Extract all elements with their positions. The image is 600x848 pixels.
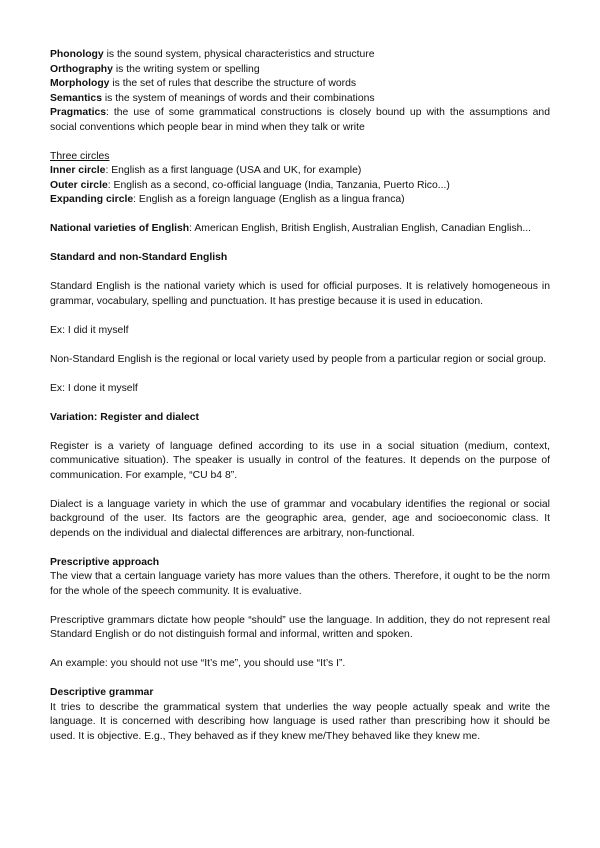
definition-phonology: Phonology is the sound system, physical characteristics and structure: [50, 49, 375, 60]
descriptive-paragraph: It tries to describe the grammatical system that underlies the way people actually speak and write the language. It is concerned with describing how language is used rather than prescribing how it should be used. It is objective. E.g., They behaved as if they knew me/They behaved like they knew me.: [50, 701, 550, 742]
dialect-paragraph: Dialect is a language variety in which the use of grammar and vocabulary identifies the regional or social background of the user. Its factors are the geographic area, gender, age and socioeconomic class. It depends on the individual and dialectal differences are arbitrary, non-functional.: [50, 498, 550, 539]
definitions-block: [50, 48, 550, 135]
prescriptive-paragraph-1: The view that a certain language variety has more values than the others. Therefore, it ought to be the norm for the whole of the speech community. It is evaluative.: [50, 571, 550, 597]
non-standard-paragraph: Non-Standard English is the regional or local variety used by people from a particular region or social group.: [50, 353, 547, 365]
inner-circle: Inner circle: English as a first language (USA and UK, for example): [50, 165, 362, 176]
variation-heading: Variation: Register and dialect: [50, 411, 199, 423]
standard-paragraph: Standard English is the national variety which is used for official purposes. It is relatively homogeneous in grammar, vocabulary, spelling and punctuation. It has prestige because it is used in education.: [50, 281, 550, 307]
non-standard-example: Ex: I done it myself: [50, 382, 138, 394]
descriptive-heading: Descriptive grammar: [50, 687, 154, 698]
expanding-circle: Expanding circle: English as a foreign language (English as a lingua franca): [50, 194, 405, 205]
prescriptive-paragraph-2: Prescriptive grammars dictate how people “should” use the language. In addition, they do not represent real Standard English or do not distinguish formal and informal, written and spoken.: [50, 614, 550, 640]
standard-heading: Standard and non-Standard English: [50, 252, 228, 263]
register-paragraph: Register is a variety of language defined according to its use in a social situation (medium, context, communicative situation). The speaker is usually in control of the features. It depends on the purpose of communication. For example, “CU b4 8”.: [50, 440, 550, 481]
document-page: [50, 48, 550, 744]
three-circles-block: [50, 150, 550, 208]
definition-morphology: Morphology is the set of rules that describe the structure of words: [50, 78, 357, 89]
standard-example: Ex: I did it myself: [50, 324, 129, 336]
prescriptive-example: An example: you should not use “It’s me”, you should use “It’s I”.: [50, 658, 346, 669]
definition-orthography: Orthography is the writing system or spelling: [50, 63, 260, 75]
three-circles-title: Three circles: [50, 150, 110, 162]
definition-pragmatics: Pragmatics: the use of some grammatical constructions is closely bound up with the assumptions and social conventions which people bear in mind when they talk or write: [50, 107, 550, 133]
outer-circle: Outer circle: English as a second, co-official language (India, Tanzania, Puerto Rico...): [50, 179, 450, 191]
definition-semantics: Semantics is the system of meanings of words and their combinations: [50, 92, 375, 104]
national-varieties: National varieties of English: American English, British English, Australian English, Canadian English...: [50, 223, 532, 234]
prescriptive-heading: Prescriptive approach: [50, 556, 160, 568]
